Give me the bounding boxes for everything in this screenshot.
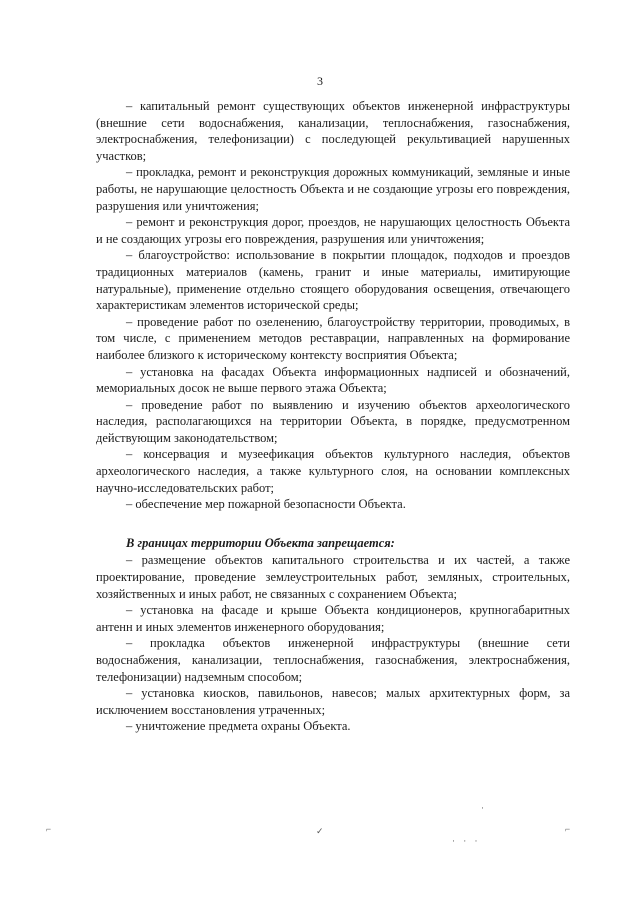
prohibited-item: – уничтожение предмета охраны Объекта. [126,719,351,734]
prohibited-item: – установка на фасаде и крыше Объекта кондиционеров, крупногабаритных антенн и иных элементов инженерного оборудования; [96,603,570,634]
prohibited-item: – прокладка объектов инженерной инфраструктуры (внешние сети водоснабжения, канализации, теплоснабжения, газоснабжения, электроснабжения, телефонизации) надземным способом; [96,636,570,684]
document-body [96,98,570,735]
scan-artifact-center: ✓ [316,826,324,836]
permitted-item: – установка на фасадах Объекта информационных надписей и обозначений, мемориальных досок не выше первого этажа Объекта; [96,364,570,396]
permitted-item: – прокладка, ремонт и реконструкция дорожных коммуникаций, земляные и иные работы, не нарушающие целостность Объекта и не создающие угрозы его повреждения, разрушения или уничтожения; [96,165,570,213]
prohibited-item: – размещение объектов капитального строительства и их частей, а также проектирование, проведение землеустроительных работ, земляных, строительных, хозяйственных и иных работ, не связанных с сохранением Объекта; [96,553,570,601]
permitted-item: – проведение работ по озеленению, благоустройству территории, проводимых, в том числе, с применением методов реставрации, направленных на формирование наиболее близкого к историческому контексту восприятия Объекта; [96,314,570,362]
permitted-item: – консервация и музеефикация объектов культурного наследия, объектов археологического наследия, а также культурного слоя, на основании комплексных научно-исследовательских работ; [96,447,570,495]
prohibited-item: – установка киосков, павильонов, навесов; малых архитектурных форм, за исключением восстановления утраченных; [96,686,570,717]
permitted-item: – капитальный ремонт существующих объектов инженерной инфраструктуры (внешние сети водоснабжения, канализации, теплоснабжения, газоснабжения, электроснабжения, телефонизации) с последующей рекультивацией нарушенных участков; [96,99,570,163]
scan-artifact-dots: · · · [452,836,481,846]
permitted-item: – проведение работ по выявлению и изучению объектов археологического наследия, располагающихся на территории Объекта, в порядке, предусмотренном действующим законодательством; [96,397,570,445]
scan-artifact-right: ⌐ [565,824,571,834]
permitted-item: – обеспечение мер пожарной безопасности Объекта. [126,497,406,512]
permitted-item: – благоустройство: использование в покрытии площадок, подходов и проездов традиционных материалов (камень, гранит и иные материалы, имитирующие натуральные), применение отдельно стоящего оборудования освещения, отвечающего характеристикам элементов исторической среды; [96,248,570,313]
scan-artifact-left: ⌐ [46,824,52,834]
prohibited-section-heading: В границах территории Объекта запрещается: [126,535,395,550]
permitted-item: – ремонт и реконструкция дорог, проездов, не нарушающих целостность Объекта и не создающих угрозы его повреждения, разрушения или уничтожения; [96,215,570,246]
page-number: 3 [317,74,323,88]
scan-artifact-dot: · [481,803,484,813]
